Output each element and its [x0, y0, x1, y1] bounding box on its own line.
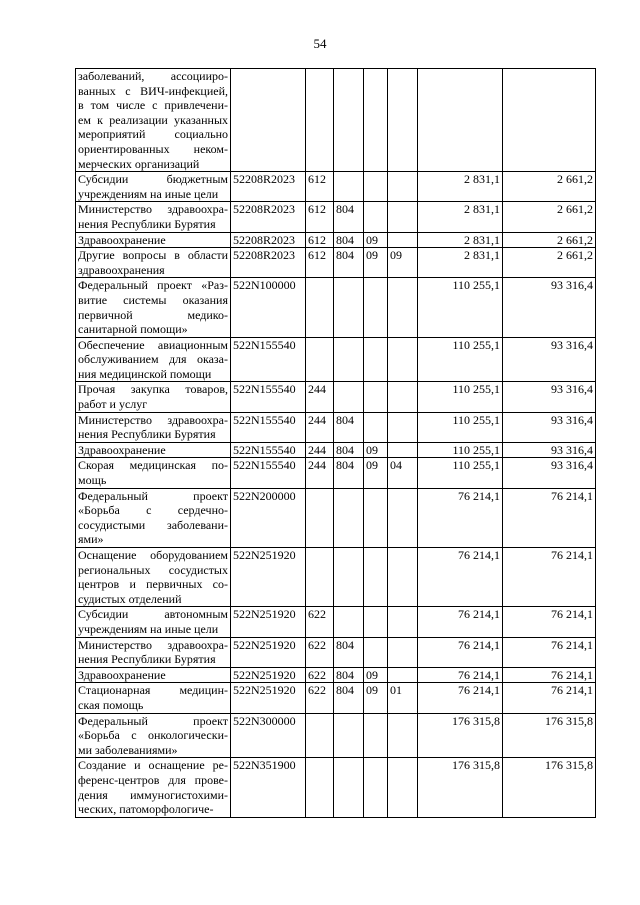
expense-type-cell [306, 69, 334, 172]
ministry-code-cell: 804 [334, 232, 364, 248]
table-row [76, 412, 596, 442]
item-name-cell [76, 172, 231, 202]
section-cell: 09 [364, 248, 388, 278]
item-name-cell [76, 607, 231, 637]
expense-type-cell: 244 [306, 382, 334, 412]
item-name-cell [76, 548, 231, 607]
expense-type-cell: 622 [306, 637, 334, 667]
amount-year2-cell: 76 214,1 [503, 548, 596, 607]
item-name-cell [76, 713, 231, 758]
item-name-line: ния медицинской помощи [78, 366, 212, 381]
amount-year2-cell: 76 214,1 [503, 607, 596, 637]
section-cell [364, 69, 388, 172]
table-row [76, 278, 596, 337]
subsection-cell [388, 488, 418, 547]
item-name-line: мероприятий социально [78, 127, 228, 142]
table-row [76, 713, 596, 758]
page-number: 54 [313, 36, 327, 51]
amount-year1-cell: 76 214,1 [418, 637, 503, 667]
target-code-cell: 522N251920 [231, 548, 306, 607]
item-name-line: дения иммуногистохими- [78, 787, 228, 802]
target-code-cell: 522N251920 [231, 607, 306, 637]
item-name-line: ми заболеваниями» [78, 742, 178, 757]
item-name-line: Оснащение оборудованием [78, 548, 228, 562]
item-name-cell [76, 382, 231, 412]
ministry-code-cell: 804 [334, 683, 364, 713]
ministry-code-cell [334, 69, 364, 172]
expense-type-cell: 612 [306, 232, 334, 248]
table-row [76, 69, 596, 172]
ministry-code-cell: 804 [334, 412, 364, 442]
item-name-line: «Борьба с сердечно- [78, 503, 228, 518]
expense-type-cell: 244 [306, 442, 334, 458]
item-name-line: нения Республики Бурятия [78, 216, 216, 231]
subsection-cell [388, 758, 418, 817]
ministry-code-cell: 804 [334, 202, 364, 232]
amount-year2-cell: 2 661,2 [503, 202, 596, 232]
section-cell: 09 [364, 458, 388, 488]
amount-year2-cell: 93 316,4 [503, 337, 596, 382]
item-name-line: обслуживанием для оказа- [78, 352, 228, 367]
item-name-cell [76, 758, 231, 817]
target-code-cell: 522N351900 [231, 758, 306, 817]
table-row [76, 382, 596, 412]
amount-year2-cell: 176 315,8 [503, 758, 596, 817]
ministry-code-cell [334, 607, 364, 637]
item-name-line: нения Республики Бурятия [78, 427, 216, 442]
item-name-line: судистых отделений [78, 591, 182, 606]
target-code-cell: 52208R2023 [231, 172, 306, 202]
amount-year2-cell: 76 214,1 [503, 667, 596, 683]
item-name-line: ческих, патоморфологиче- [78, 802, 214, 817]
item-name-cell [76, 637, 231, 667]
ministry-code-cell: 804 [334, 442, 364, 458]
item-name-line: региональных сосудистых [78, 562, 228, 577]
section-cell: 09 [364, 442, 388, 458]
target-code-cell: 52208R2023 [231, 232, 306, 248]
ministry-code-cell [334, 382, 364, 412]
amount-year2-cell: 93 316,4 [503, 442, 596, 458]
target-code-cell: 522N155540 [231, 382, 306, 412]
ministry-code-cell [334, 548, 364, 607]
section-cell [364, 278, 388, 337]
ministry-code-cell [334, 488, 364, 547]
item-name-line: сосудистыми заболевани- [78, 517, 228, 532]
item-name-line: мерческих организаций [78, 156, 200, 171]
item-name-cell [76, 202, 231, 232]
subsection-cell: 09 [388, 248, 418, 278]
ministry-code-cell [334, 337, 364, 382]
amount-year1-cell: 76 214,1 [418, 683, 503, 713]
item-name-line: мощь [78, 473, 107, 488]
item-name-line: витие системы оказания [78, 292, 228, 307]
table-row [76, 548, 596, 607]
table-row [76, 232, 596, 248]
subsection-cell [388, 412, 418, 442]
item-name-line: в том числе с привлечени- [78, 98, 228, 113]
section-cell [364, 202, 388, 232]
item-name-line: ориентированных неком- [78, 141, 228, 156]
table-row [76, 758, 596, 817]
item-name-line: Обеспечение авиационным [78, 337, 228, 352]
item-name-line: Субсидии бюджетным [78, 172, 228, 187]
target-code-cell: 522N155540 [231, 458, 306, 488]
section-cell: 09 [364, 667, 388, 683]
subsection-cell [388, 278, 418, 337]
expense-type-cell: 612 [306, 202, 334, 232]
section-cell [364, 412, 388, 442]
target-code-cell: 522N155540 [231, 442, 306, 458]
item-name-line: Стационарная медицин- [78, 683, 228, 698]
target-code-cell: 52208R2023 [231, 248, 306, 278]
item-name-cell [76, 232, 231, 248]
item-name-cell [76, 69, 231, 172]
target-code-cell: 522N300000 [231, 713, 306, 758]
item-name-line: Прочая закупка товаров, [78, 382, 228, 397]
item-name-line: Здравоохранение [78, 232, 166, 247]
section-cell [364, 548, 388, 607]
subsection-cell [388, 548, 418, 607]
subsection-cell [388, 337, 418, 382]
item-name-line: ская помощь [78, 697, 144, 712]
target-code-cell: 522N200000 [231, 488, 306, 547]
table-row [76, 458, 596, 488]
target-code-cell: 522N251920 [231, 637, 306, 667]
amount-year2-cell: 93 316,4 [503, 382, 596, 412]
subsection-cell: 01 [388, 683, 418, 713]
subsection-cell [388, 713, 418, 758]
expense-type-cell: 244 [306, 458, 334, 488]
table-row [76, 637, 596, 667]
amount-year1-cell: 76 214,1 [418, 607, 503, 637]
amount-year1-cell: 76 214,1 [418, 488, 503, 547]
target-code-cell: 522N155540 [231, 337, 306, 382]
item-name-line: Создание и оснащение ре- [78, 758, 228, 773]
ministry-code-cell: 804 [334, 637, 364, 667]
ministry-code-cell [334, 713, 364, 758]
section-cell [364, 382, 388, 412]
item-name-cell [76, 488, 231, 547]
item-name-line: Федеральный проект [78, 713, 228, 728]
item-name-line: ференс-центров для прове- [78, 772, 228, 787]
expense-type-cell [306, 758, 334, 817]
subsection-cell [388, 382, 418, 412]
expense-type-cell: 612 [306, 172, 334, 202]
expense-type-cell [306, 548, 334, 607]
section-cell: 09 [364, 683, 388, 713]
item-name-cell [76, 337, 231, 382]
table-row [76, 172, 596, 202]
section-cell: 09 [364, 232, 388, 248]
item-name-line: нения Республики Бурятия [78, 652, 216, 667]
item-name-line: работ и услуг [78, 397, 148, 412]
target-code-cell: 522N251920 [231, 667, 306, 683]
amount-year1-cell: 110 255,1 [418, 412, 503, 442]
item-name-cell [76, 278, 231, 337]
amount-year2-cell [503, 69, 596, 172]
item-name-line: Федеральный проект «Раз- [78, 278, 228, 293]
amount-year1-cell [418, 69, 503, 172]
expense-type-cell: 244 [306, 412, 334, 442]
amount-year1-cell: 76 214,1 [418, 548, 503, 607]
section-cell [364, 758, 388, 817]
table-row [76, 442, 596, 458]
item-name-cell [76, 683, 231, 713]
section-cell [364, 637, 388, 667]
subsection-cell [388, 202, 418, 232]
table-row [76, 202, 596, 232]
table-row [76, 607, 596, 637]
ministry-code-cell: 804 [334, 667, 364, 683]
amount-year2-cell: 76 214,1 [503, 637, 596, 667]
item-name-line: Здравоохранение [78, 442, 166, 457]
item-name-line: Здравоохранение [78, 667, 166, 682]
subsection-cell [388, 172, 418, 202]
target-code-cell [231, 69, 306, 172]
target-code-cell: 522N155540 [231, 412, 306, 442]
item-name-line: учреждениям на иные цели [78, 186, 219, 201]
item-name-cell [76, 248, 231, 278]
expense-type-cell: 622 [306, 683, 334, 713]
amount-year1-cell: 2 831,1 [418, 232, 503, 248]
ministry-code-cell [334, 758, 364, 817]
subsection-cell [388, 607, 418, 637]
amount-year1-cell: 110 255,1 [418, 278, 503, 337]
expense-type-cell [306, 713, 334, 758]
table-row [76, 683, 596, 713]
item-name-line: учреждениям на иные цели [78, 621, 219, 636]
amount-year1-cell: 2 831,1 [418, 202, 503, 232]
section-cell [364, 172, 388, 202]
subsection-cell [388, 232, 418, 248]
item-name-line: «Борьба с онкологически- [78, 728, 228, 743]
item-name-line: первичной медико- [78, 307, 228, 322]
amount-year1-cell: 110 255,1 [418, 458, 503, 488]
section-cell [364, 607, 388, 637]
item-name-line: заболеваний, ассоцииро- [78, 69, 228, 83]
amount-year2-cell: 176 315,8 [503, 713, 596, 758]
item-name-cell [76, 412, 231, 442]
amount-year2-cell: 76 214,1 [503, 683, 596, 713]
amount-year1-cell: 76 214,1 [418, 667, 503, 683]
item-name-line: Другие вопросы в области [78, 248, 228, 263]
amount-year2-cell: 76 214,1 [503, 488, 596, 547]
ministry-code-cell: 804 [334, 458, 364, 488]
table-row [76, 488, 596, 547]
subsection-cell: 04 [388, 458, 418, 488]
amount-year1-cell: 2 831,1 [418, 248, 503, 278]
item-name-line: здравоохранения [78, 262, 165, 277]
subsection-cell [388, 69, 418, 172]
amount-year2-cell: 2 661,2 [503, 172, 596, 202]
amount-year2-cell: 93 316,4 [503, 412, 596, 442]
amount-year1-cell: 176 315,8 [418, 758, 503, 817]
item-name-line: Министерство здравоохра- [78, 412, 228, 427]
item-name-line: ями» [78, 532, 104, 547]
item-name-line: Скорая медицинская по- [78, 458, 228, 473]
amount-year1-cell: 110 255,1 [418, 442, 503, 458]
item-name-line: центров и первичных со- [78, 577, 228, 592]
item-name-line: Субсидии автономным [78, 607, 228, 622]
item-name-line: ванных с ВИЧ-инфекцией, [78, 83, 228, 98]
subsection-cell [388, 442, 418, 458]
subsection-cell [388, 667, 418, 683]
item-name-line: санитарной помощи» [78, 322, 188, 337]
section-cell [364, 713, 388, 758]
table-row [76, 337, 596, 382]
section-cell [364, 337, 388, 382]
item-name-line: Федеральный проект [78, 488, 228, 503]
amount-year1-cell: 110 255,1 [418, 337, 503, 382]
expense-type-cell [306, 278, 334, 337]
ministry-code-cell [334, 172, 364, 202]
expense-type-cell [306, 488, 334, 547]
item-name-cell [76, 442, 231, 458]
item-name-line: Министерство здравоохра- [78, 202, 228, 217]
target-code-cell: 522N251920 [231, 683, 306, 713]
amount-year2-cell: 2 661,2 [503, 248, 596, 278]
expense-type-cell [306, 337, 334, 382]
section-cell [364, 488, 388, 547]
item-name-line: ем к реализации указанных [78, 112, 228, 127]
amount-year2-cell: 93 316,4 [503, 278, 596, 337]
amount-year2-cell: 2 661,2 [503, 232, 596, 248]
target-code-cell: 522N100000 [231, 278, 306, 337]
expense-type-cell: 622 [306, 607, 334, 637]
expense-type-cell: 622 [306, 667, 334, 683]
subsection-cell [388, 637, 418, 667]
ministry-code-cell [334, 278, 364, 337]
amount-year1-cell: 176 315,8 [418, 713, 503, 758]
ministry-code-cell: 804 [334, 248, 364, 278]
amount-year2-cell: 93 316,4 [503, 458, 596, 488]
table-row [76, 248, 596, 278]
amount-year1-cell: 110 255,1 [418, 382, 503, 412]
target-code-cell: 52208R2023 [231, 202, 306, 232]
item-name-cell [76, 458, 231, 488]
expense-type-cell: 612 [306, 248, 334, 278]
item-name-cell [76, 667, 231, 683]
table-row [76, 667, 596, 683]
amount-year1-cell: 2 831,1 [418, 172, 503, 202]
item-name-line: Министерство здравоохра- [78, 637, 228, 652]
budget-table [75, 68, 596, 818]
